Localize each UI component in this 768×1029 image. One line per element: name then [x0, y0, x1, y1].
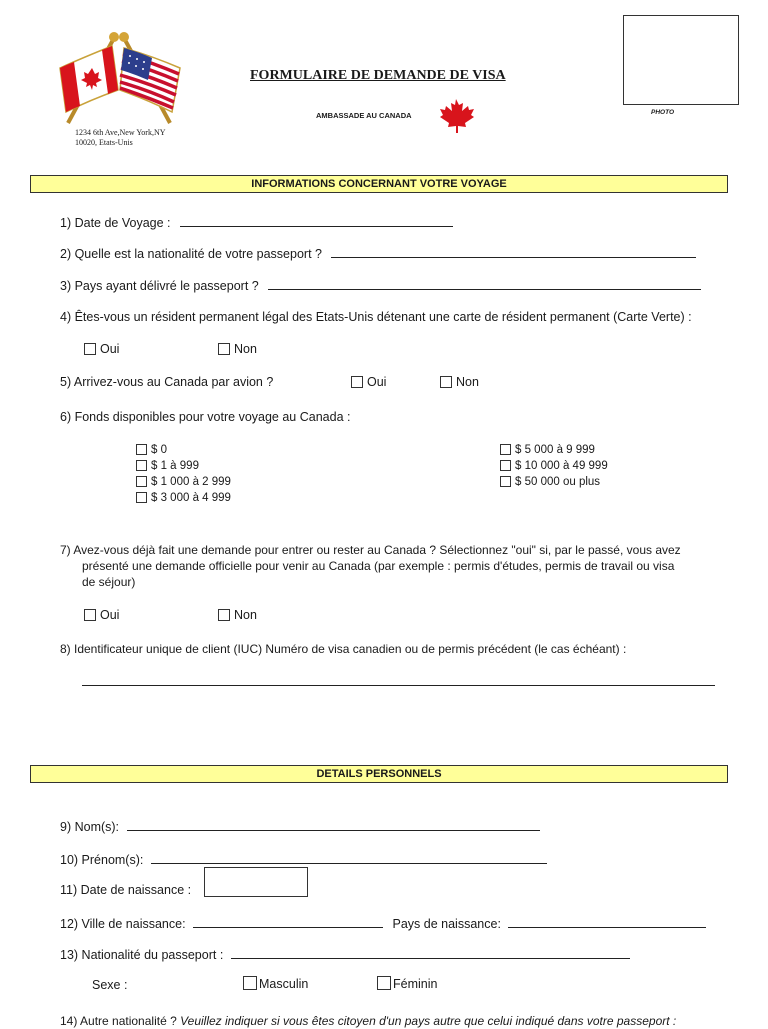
q14-row: [60, 1014, 676, 1029]
q4-oui-option[interactable]: [84, 342, 119, 357]
fund-checkbox[interactable]: [500, 444, 511, 455]
fund-checkbox[interactable]: [500, 476, 511, 487]
sexe-label: Sexe :: [92, 978, 128, 992]
q14-instruction: Veuillez indiquer si vous êtes citoyen d'un pays autre que celui indiqué dans votre passeport :: [180, 1014, 677, 1028]
q7-line-1: 7) Avez-vous déjà fait une demande pour entrer ou rester au Canada ? Sélectionnez "oui" si, par le passé, vous avez: [60, 543, 681, 557]
q5-oui-option[interactable]: [351, 375, 386, 390]
masculin-label: Masculin: [259, 977, 309, 991]
feminin-label: Féminin: [393, 977, 438, 991]
q5-label: 5) Arrivez-vous au Canada par avion ?: [60, 375, 274, 389]
q4-oui-label: Oui: [100, 342, 120, 356]
funds-options-right: [500, 442, 608, 490]
q7-oui-checkbox[interactable]: [84, 609, 96, 621]
fund-label: $ 50 000 ou plus: [515, 476, 601, 488]
passport-nationality-field[interactable]: [331, 246, 696, 258]
q10-label: 10) Prénom(s):: [60, 853, 144, 867]
q4-non-option[interactable]: [218, 342, 257, 357]
q5-oui-checkbox[interactable]: [351, 376, 363, 388]
q5-oui-label: Oui: [367, 375, 387, 389]
fund-checkbox[interactable]: [136, 444, 147, 455]
fund-checkbox[interactable]: [136, 460, 147, 471]
q2-label: 2) Quelle est la nationalité de votre passeport ?: [60, 247, 322, 261]
q7-non-option[interactable]: [218, 608, 257, 623]
embassy-label: AMBASSADE AU CANADA: [316, 111, 412, 120]
address-line-2: 10020, Etats-Unis: [75, 138, 133, 147]
feminin-checkbox[interactable]: [377, 976, 391, 990]
fund-checkbox[interactable]: [500, 460, 511, 471]
fund-label: $ 3 000 à 4 999: [151, 492, 231, 504]
q13-row: [60, 947, 630, 963]
q3-label: 3) Pays ayant délivré le passeport ?: [60, 279, 259, 293]
q9-label: 9) Nom(s):: [60, 820, 120, 834]
q4-label: 4) Êtes-vous un résident permanent légal des Etats-Unis détenant une carte de résident permanent (Carte Verte) :: [60, 310, 692, 324]
fund-checkbox[interactable]: [136, 492, 147, 503]
masculin-checkbox[interactable]: [243, 976, 257, 990]
q4-oui-checkbox[interactable]: [84, 343, 96, 355]
masculin-option[interactable]: [243, 976, 308, 992]
flags-logo: [52, 28, 187, 128]
q1-row: [60, 215, 453, 231]
q7-oui-label: Oui: [100, 608, 120, 622]
form-title: FORMULAIRE DE DEMANDE DE VISA: [250, 68, 506, 83]
funds-options-left: [136, 442, 231, 506]
q12-label: 12) Ville de naissance:: [60, 917, 186, 931]
q7-non-label: Non: [234, 608, 257, 622]
q3-row: [60, 278, 701, 294]
q9-row: [60, 819, 540, 835]
feminin-option[interactable]: [377, 976, 437, 992]
maple-leaf-icon: [438, 97, 474, 133]
address-line-1: 1234 6th Ave,New York,NY: [75, 128, 166, 137]
q13-label: 13) Nationalité du passeport :: [60, 948, 224, 962]
fund-label: $ 1 000 à 2 999: [151, 476, 231, 488]
q4-non-label: Non: [234, 342, 257, 356]
q10-row: [60, 852, 547, 868]
q7-non-checkbox[interactable]: [218, 609, 230, 621]
q2-row: [60, 246, 696, 262]
q1-label: 1) Date de Voyage :: [60, 216, 171, 230]
travel-date-field[interactable]: [180, 215, 453, 227]
q11-label: 11) Date de naissance :: [60, 883, 192, 897]
fund-option[interactable]: [136, 490, 231, 506]
fund-option[interactable]: [500, 474, 608, 490]
section-travel-header: INFORMATIONS CONCERNANT VOTRE VOYAGE: [30, 175, 728, 193]
last-name-field[interactable]: [127, 819, 540, 831]
first-name-field[interactable]: [151, 852, 547, 864]
fund-label: $ 10 000 à 49 999: [515, 460, 608, 472]
fund-label: $ 0: [151, 444, 167, 456]
q14-label: 14) Autre nationalité ?: [60, 1014, 177, 1028]
birth-country-field[interactable]: [508, 916, 706, 928]
section-personal-header: DETAILS PERSONNELS: [30, 765, 728, 783]
fund-option[interactable]: [136, 458, 231, 474]
q5-non-option[interactable]: [440, 375, 479, 390]
birth-city-field[interactable]: [193, 916, 383, 928]
q5-non-label: Non: [456, 375, 479, 389]
q6-label: 6) Fonds disponibles pour votre voyage au Canada :: [60, 410, 351, 424]
q5-non-checkbox[interactable]: [440, 376, 452, 388]
q8-label: 8) Identificateur unique de client (IUC) Numéro de visa canadien ou de permis précédent (le cas échéant) :: [60, 642, 627, 656]
iuc-field[interactable]: [82, 685, 715, 686]
fund-label: $ 5 000 à 9 999: [515, 444, 595, 456]
q12-row: [60, 916, 706, 932]
q7-line-3: de séjour): [82, 575, 136, 589]
photo-label: PHOTO: [651, 109, 674, 116]
birth-date-field[interactable]: [204, 867, 308, 897]
q7-line-2: présenté une demande officielle pour venir au Canada (par exemple : permis d'études, permis de travail ou visa: [82, 559, 675, 573]
fund-checkbox[interactable]: [136, 476, 147, 487]
q4-non-checkbox[interactable]: [218, 343, 230, 355]
passport-nationality-2-field[interactable]: [231, 947, 630, 959]
fund-option[interactable]: [500, 442, 608, 458]
fund-option[interactable]: [500, 458, 608, 474]
fund-option[interactable]: [136, 442, 231, 458]
passport-issuing-country-field[interactable]: [268, 278, 701, 290]
fund-option[interactable]: [136, 474, 231, 490]
q12b-label: Pays de naissance:: [392, 917, 501, 931]
crossed-flags-icon: [52, 28, 187, 128]
q7-oui-option[interactable]: [84, 608, 119, 623]
fund-label: $ 1 à 999: [151, 460, 199, 472]
photo-box[interactable]: [623, 15, 739, 105]
